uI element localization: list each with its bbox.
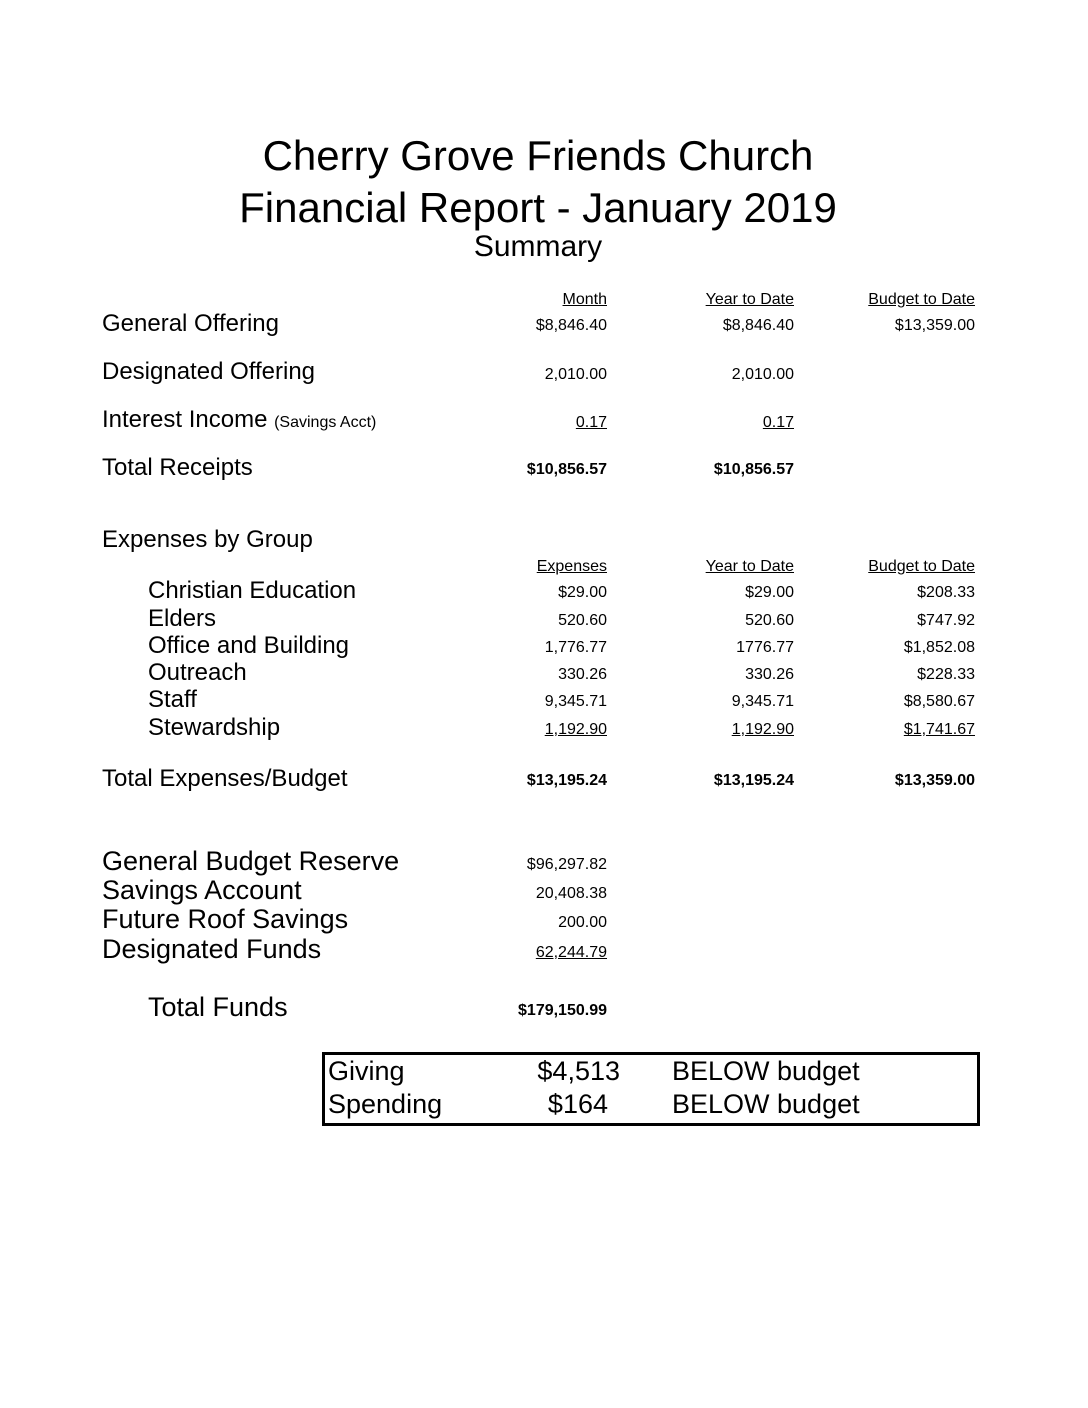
col-header-expenses: Expenses bbox=[536, 558, 607, 575]
org-title: Cherry Grove Friends Church bbox=[262, 132, 814, 179]
receipt-value-budget: $13,359.00 bbox=[894, 317, 975, 334]
expense-ytd: 520.60 bbox=[745, 612, 794, 629]
interest-income-note: (Savings Acct) bbox=[274, 414, 377, 431]
total-expenses-ytd: $13,195.24 bbox=[713, 772, 794, 789]
col-header-month: Month bbox=[562, 291, 607, 308]
summary-amount-giving: $4,513 bbox=[537, 1056, 620, 1086]
fund-value: $96,297.82 bbox=[526, 856, 607, 873]
summary-label-giving: Giving bbox=[328, 1056, 405, 1086]
col-header-ytd: Year to Date bbox=[705, 291, 794, 308]
summary-status-spending: BELOW budget bbox=[672, 1089, 860, 1119]
total-receipts-month: $10,856.57 bbox=[526, 461, 607, 478]
expenses-heading: Expenses by Group bbox=[102, 526, 313, 553]
expense-budget: $208.33 bbox=[917, 584, 975, 601]
total-expenses-label: Total Expenses/Budget bbox=[102, 765, 348, 792]
expense-value: 9,345.71 bbox=[544, 693, 607, 710]
col-header-ytd: Year to Date bbox=[705, 558, 794, 575]
expense-budget: $1,741.67 bbox=[903, 721, 975, 738]
interest-income-text: Interest Income bbox=[102, 406, 268, 433]
summary-status-giving: BELOW budget bbox=[672, 1056, 860, 1086]
col-header-budget: Budget to Date bbox=[868, 291, 975, 308]
expense-label-stewardship: Stewardship bbox=[148, 714, 281, 741]
expense-value: 330.26 bbox=[558, 666, 607, 683]
expense-ytd: 330.26 bbox=[745, 666, 794, 683]
receipt-value-month: 0.17 bbox=[575, 414, 607, 431]
receipt-value-month: 2,010.00 bbox=[544, 366, 607, 383]
expense-label-elders: Elders bbox=[148, 605, 217, 632]
col-header-budget: Budget to Date bbox=[868, 558, 975, 575]
report-title: Financial Report - January 2019 bbox=[239, 184, 837, 231]
section-title: Summary bbox=[473, 230, 603, 263]
fund-value: 20,408.38 bbox=[535, 885, 607, 902]
total-expenses-budget: $13,359.00 bbox=[894, 772, 975, 789]
receipt-value-ytd: 2,010.00 bbox=[731, 366, 794, 383]
total-receipts-label: Total Receipts bbox=[102, 454, 253, 481]
expense-budget: $747.92 bbox=[917, 612, 975, 629]
expense-ytd: $29.00 bbox=[745, 584, 794, 601]
expense-label-christian-education: Christian Education bbox=[148, 577, 357, 604]
receipt-label-designated-offering: Designated Offering bbox=[102, 358, 316, 385]
total-funds-value: $179,150.99 bbox=[518, 1002, 607, 1019]
fund-label-general-budget-reserve: General Budget Reserve bbox=[102, 846, 400, 876]
expense-budget: $1,852.08 bbox=[903, 639, 975, 656]
receipt-value-month: $8,846.40 bbox=[535, 317, 607, 334]
expense-ytd: 9,345.71 bbox=[731, 693, 794, 710]
receipt-value-ytd: $8,846.40 bbox=[722, 317, 794, 334]
expense-value: 1,192.90 bbox=[544, 721, 607, 738]
expense-value: 1,776.77 bbox=[544, 639, 607, 656]
expense-value: 520.60 bbox=[558, 612, 607, 629]
expense-label-outreach: Outreach bbox=[148, 659, 247, 686]
total-expenses-value: $13,195.24 bbox=[526, 772, 607, 789]
expense-budget: $228.33 bbox=[917, 666, 975, 683]
receipt-value-ytd: 0.17 bbox=[762, 414, 794, 431]
fund-value: 200.00 bbox=[558, 914, 607, 931]
expense-label-staff: Staff bbox=[148, 686, 197, 713]
total-funds-label: Total Funds bbox=[148, 992, 288, 1022]
expense-value: $29.00 bbox=[558, 584, 607, 601]
fund-label-designated-funds: Designated Funds bbox=[102, 934, 322, 964]
fund-value: 62,244.79 bbox=[535, 944, 607, 961]
fund-label-future-roof-savings: Future Roof Savings bbox=[102, 904, 349, 934]
expense-ytd: 1,192.90 bbox=[731, 721, 794, 738]
receipt-label-general-offering: General Offering bbox=[102, 310, 279, 337]
total-receipts-ytd: $10,856.57 bbox=[713, 461, 794, 478]
expense-budget: $8,580.67 bbox=[903, 693, 975, 710]
summary-amount-spending: $164 bbox=[547, 1089, 608, 1119]
expense-label-office-and-building: Office and Building bbox=[148, 632, 350, 659]
summary-label-spending: Spending bbox=[328, 1089, 443, 1119]
fund-label-savings-account: Savings Account bbox=[102, 875, 302, 905]
receipt-label-interest-income bbox=[102, 406, 376, 437]
expense-ytd: 1776.77 bbox=[736, 639, 794, 656]
